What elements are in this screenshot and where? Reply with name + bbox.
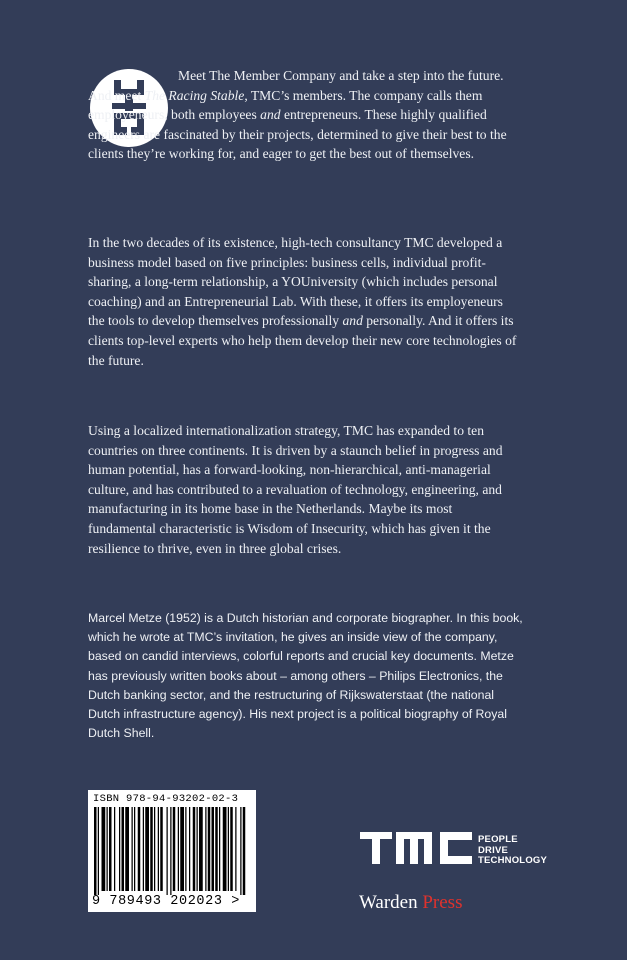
intro-italic-and: and	[260, 107, 281, 123]
isbn-barcode	[88, 790, 256, 912]
barcode-bars	[94, 807, 250, 895]
publisher-name-press: Press	[422, 892, 463, 913]
intro-text-2: , TMC’s members. The company calls them employeneurs, both employees	[88, 87, 483, 123]
tagline-line-2: DRIVE	[478, 844, 509, 856]
intro-text-1: Meet The Member Company and take a step into the future. And meet	[88, 68, 504, 103]
author-paragraph: Marcel Metze (1952) is a Dutch historian and corporate biographer. In this book, which he wrote at TMC’s invitation, he gives an inside view of the company, based on candid interviews, colorful reports and crucial key documents. Metze has previously written books about – among others – Philips Electronics, the Dutch banking sector, and the restructuring of Rijkswaterstaat (the national Dutch infrastructure agency). His next project is a political biography of Royal Dutch Shell.	[88, 611, 523, 741]
isbn-label: ISBN 978-94-93202-02-3	[93, 793, 239, 805]
business-text-2: personally. And it offers its clients top-level experts who help them develop their new core technologies of the future.	[88, 313, 517, 368]
business-text-1: In the two decades of its existence, high-tech consultancy TMC developed a business model based on five principles: business cells, individual profit-sharing, a long-term relationship, a YOUniversity (which includes personal coaching) and an Entrepreneurial Lab. With these, it offers its employeneurs the tools to develop themselves professionally	[88, 235, 503, 329]
business-model-paragraph	[88, 233, 518, 370]
ean-digits: 9 789493 202023 >	[92, 894, 240, 909]
intro-paragraph	[88, 66, 518, 164]
strategy-paragraph: Using a localized internationalization strategy, TMC has expanded to ten countries on three continents. It is driven by a staunch belief in progress and human potential, has a forward-looking, non-hierarchical, anti-managerial culture, and has contributed to a revaluation of technology, engineering, and manufacturing in its home base in the Netherlands. Maybe its most fundamental characteristic is Wisdom of Insecurity, which has given it the resilience to thrive, even in three global crises.	[88, 423, 503, 556]
publisher-name-warden: Warden	[359, 892, 418, 913]
tmc-tagline	[478, 835, 547, 867]
intro-italic-title: The Racing Stable	[144, 87, 245, 103]
tagline-line-1: PEOPLE	[478, 834, 518, 845]
business-italic-and: and	[342, 313, 363, 329]
publisher-logo	[359, 892, 462, 914]
tmc-logo	[360, 832, 472, 864]
intro-text-3: entrepreneurs. These highly qualified engineers are fascinated by their projects, determined to give their best to the clients they’re working for, and eager to get the best out of themselves.	[88, 107, 507, 162]
tagline-line-3: TECHNOLOGY	[478, 855, 548, 867]
